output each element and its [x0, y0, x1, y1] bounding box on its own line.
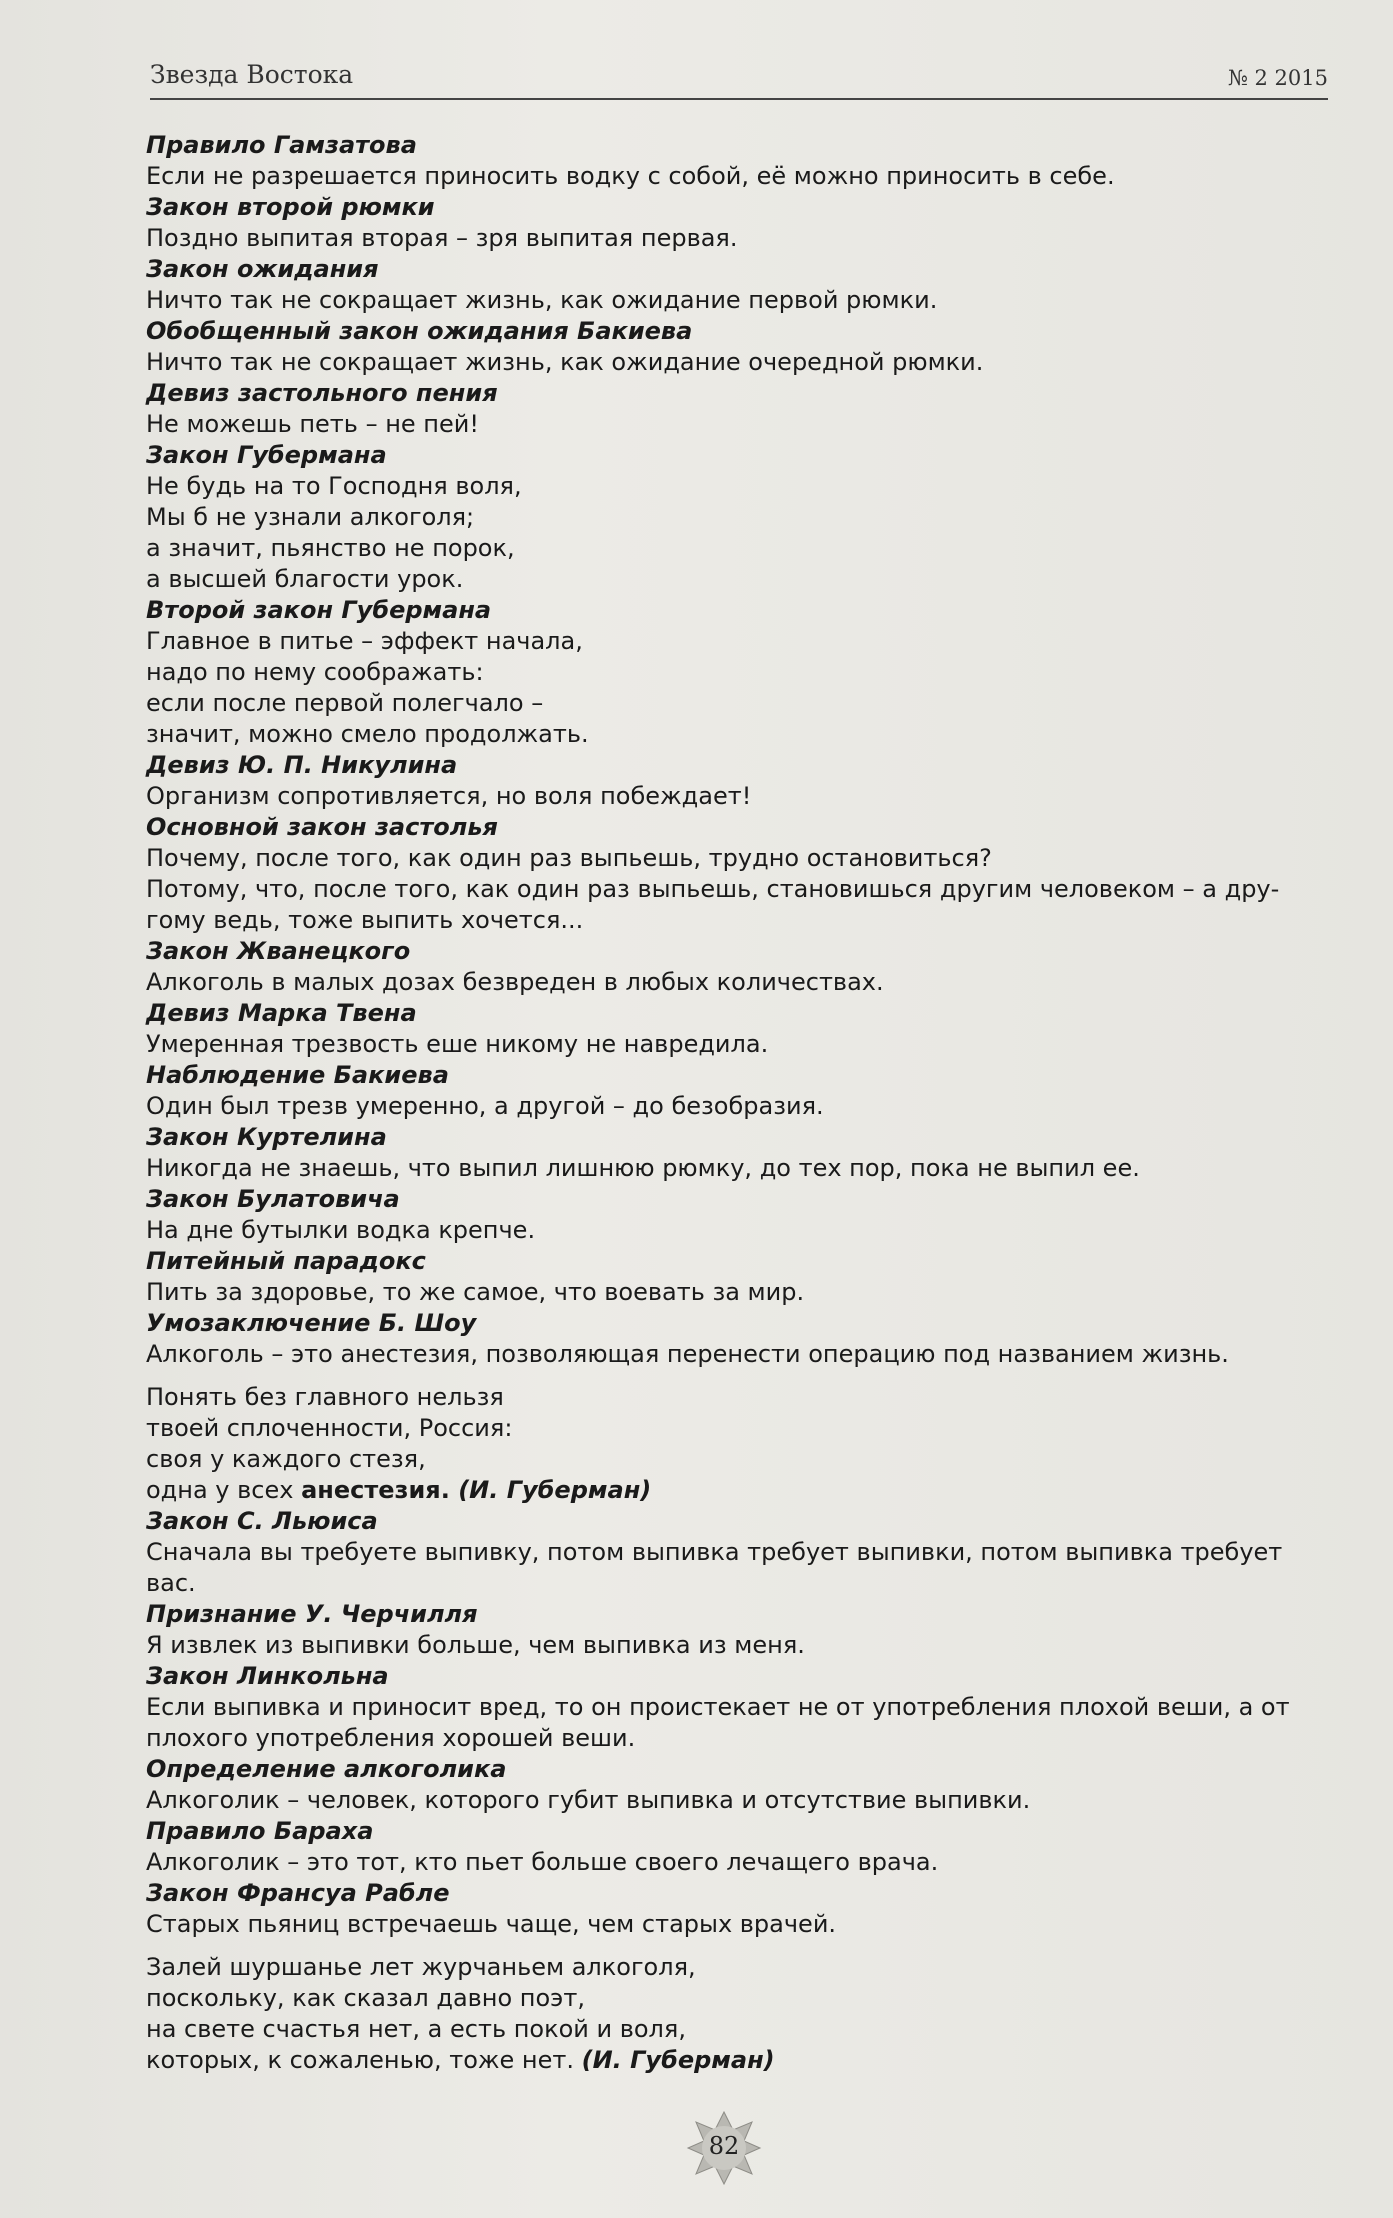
- law-text: значит, можно смело продолжать.: [146, 720, 589, 748]
- verse-line: поскольку, как сказал давно поэт,: [146, 1984, 585, 2012]
- law-text: Ничто так не сокращает жизнь, как ожидание первой рюмки.: [146, 286, 938, 314]
- law-entry: [146, 936, 1336, 998]
- law-text: Алкоголь в малых дозах безвреден в любых количествах.: [146, 968, 884, 996]
- law-entry: [146, 378, 1336, 440]
- law-text: На дне бутылки водка крепче.: [146, 1216, 536, 1244]
- law-entry: [146, 316, 1336, 378]
- verse-line: твоей сплоченности, Россия:: [146, 1414, 513, 1442]
- law-entry: [146, 1122, 1336, 1184]
- law-heading: Закон ожидания: [146, 255, 379, 283]
- law-entry: [146, 130, 1336, 192]
- law-entry: [146, 1754, 1336, 1816]
- law-heading: Правило Бараха: [146, 1817, 374, 1845]
- law-text: плохого употребления хорошей веши.: [146, 1724, 636, 1752]
- law-heading: Закон Булатовича: [146, 1185, 400, 1213]
- law-heading: Закон Жванецкого: [146, 937, 411, 965]
- spacer: [146, 1940, 1336, 1952]
- law-entry: [146, 1599, 1336, 1661]
- law-entry: [146, 1246, 1336, 1308]
- law-entry: [146, 1878, 1336, 1940]
- header-rule: [150, 98, 1328, 100]
- verse-block-2: [146, 1952, 1336, 2076]
- law-heading: Закон Линкольна: [146, 1662, 389, 1690]
- running-header: [150, 52, 1328, 102]
- law-text: Мы б не узнали алкоголя;: [146, 503, 475, 531]
- page-number-badge: [686, 2110, 762, 2186]
- law-text: Потому, что, после того, как один раз выпьешь, становишься другим человеком – а дру-: [146, 875, 1280, 903]
- entries-list-2: [146, 1506, 1336, 1940]
- law-heading: Питейный парадокс: [146, 1247, 426, 1275]
- law-text: Один был трезв умеренно, а другой – до безобразия.: [146, 1092, 824, 1120]
- law-text: Организм сопротивляется, но воля побеждает!: [146, 782, 752, 810]
- law-entry: [146, 595, 1336, 750]
- law-heading: Второй закон Губермана: [146, 596, 492, 624]
- verse-line: своя у каждого стезя,: [146, 1445, 426, 1473]
- verse-line-last: [146, 1475, 1336, 1506]
- law-text: надо по нему соображать:: [146, 658, 484, 686]
- law-text: Почему, после того, как один раз выпьешь, трудно остановиться?: [146, 844, 992, 872]
- law-entry: [146, 1184, 1336, 1246]
- page-number: 82: [708, 2132, 740, 2160]
- law-text: Алкоголик – человек, которого губит выпивка и отсутствие выпивки.: [146, 1786, 1031, 1814]
- law-entry: [146, 1661, 1336, 1754]
- law-entry: [146, 192, 1336, 254]
- law-text: Ничто так не сокращает жизнь, как ожидание очередной рюмки.: [146, 348, 984, 376]
- law-text: Никогда не знаешь, что выпил лишнюю рюмку, до тех пор, пока не выпил ее.: [146, 1154, 1140, 1182]
- law-text: Умеренная трезвость еше никому не навредила.: [146, 1030, 769, 1058]
- law-text: гому ведь, тоже выпить хочется...: [146, 906, 584, 934]
- law-text: Алкоголь – это анестезия, позволяющая перенести операцию под названием жизнь.: [146, 1340, 1229, 1368]
- law-entry: [146, 1308, 1336, 1370]
- law-heading: Закон С. Льюиса: [146, 1507, 378, 1535]
- law-heading: Правило Гамзатова: [146, 131, 417, 159]
- verse-text: которых, к сожаленью, тоже нет.: [146, 2046, 582, 2074]
- law-heading: Закон Губермана: [146, 441, 387, 469]
- law-text: а высшей благости урок.: [146, 565, 464, 593]
- law-text: Я извлек из выпивки больше, чем выпивка из меня.: [146, 1631, 805, 1659]
- verse-line: Залей шуршанье лет журчаньем алкоголя,: [146, 1953, 696, 1981]
- law-text: Сначала вы требуете выпивку, потом выпивка требует выпивки, потом выпивка требует вас.: [146, 1538, 1283, 1597]
- spacer: [146, 1370, 1336, 1382]
- law-entry: [146, 1506, 1336, 1599]
- verse-attribution: (И. Губерман): [581, 2046, 775, 2074]
- law-heading: Девиз застольного пения: [146, 379, 498, 407]
- verse-block-1: [146, 1382, 1336, 1506]
- law-heading: Девиз Марка Твена: [146, 999, 417, 1027]
- law-text: Не можешь петь – не пей!: [146, 410, 479, 438]
- law-heading: Основной закон застолья: [146, 813, 498, 841]
- verse-bold-word: анестезия.: [301, 1476, 459, 1504]
- law-heading: Закон Куртелина: [146, 1123, 387, 1151]
- issue-number: № 2 2015: [1227, 66, 1328, 90]
- law-text: Если не разрешается приносить водку с собой, её можно приносить в себе.: [146, 162, 1115, 190]
- law-entry: [146, 750, 1336, 812]
- law-heading: Признание У. Черчилля: [146, 1600, 478, 1628]
- law-heading: Закон второй рюмки: [146, 193, 435, 221]
- law-heading: Девиз Ю. П. Никулина: [146, 751, 458, 779]
- law-heading: Наблюдение Бакиева: [146, 1061, 449, 1089]
- law-text: если после первой полегчало –: [146, 689, 544, 717]
- law-heading: Определение алкоголика: [146, 1755, 507, 1783]
- law-entry: [146, 812, 1336, 936]
- journal-title: Звезда Востока: [150, 60, 354, 89]
- law-text: Старых пьяниц встречаешь чаще, чем старых врачей.: [146, 1910, 837, 1938]
- article-body: [146, 130, 1336, 2076]
- law-heading: Обобщенный закон ожидания Бакиева: [146, 317, 693, 345]
- law-entry: [146, 998, 1336, 1060]
- law-entry: [146, 440, 1336, 595]
- law-text: Пить за здоровье, то же самое, что воевать за мир.: [146, 1278, 805, 1306]
- law-entry: [146, 1816, 1336, 1878]
- law-text: Поздно выпитая вторая – зря выпитая первая.: [146, 224, 738, 252]
- verse-line: на свете счастья нет, а есть покой и воля,: [146, 2015, 686, 2043]
- law-heading: Закон Франсуа Рабле: [146, 1879, 450, 1907]
- verse-attribution: (И. Губерман): [458, 1476, 652, 1504]
- law-text: Алкоголик – это тот, кто пьет больше своего лечащего врача.: [146, 1848, 939, 1876]
- entries-list-1: [146, 130, 1336, 1370]
- law-text: Не будь на то Господня воля,: [146, 472, 522, 500]
- law-heading: Умозаключение Б. Шоу: [146, 1309, 477, 1337]
- verse-line-last: [146, 2045, 1336, 2076]
- law-text: а значит, пьянство не порок,: [146, 534, 515, 562]
- verse-text: одна у всех: [146, 1476, 302, 1504]
- law-entry: [146, 254, 1336, 316]
- law-text: Главное в питье – эффект начала,: [146, 627, 583, 655]
- verse-line: Понять без главного нельзя: [146, 1383, 504, 1411]
- law-entry: [146, 1060, 1336, 1122]
- law-text: Если выпивка и приносит вред, то он проистекает не от употребления плохой веши, а от: [146, 1693, 1290, 1721]
